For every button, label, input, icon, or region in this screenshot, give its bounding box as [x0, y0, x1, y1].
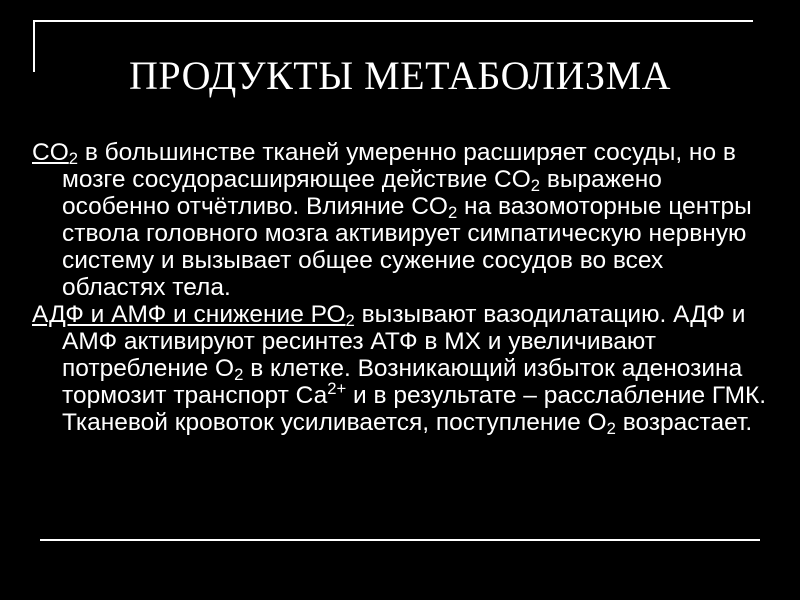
adp-amp-term: АДФ и АМФ и снижение $РО_2$ — [32, 301, 355, 331]
co2-term: $CO_2$ — [32, 139, 79, 169]
slide-title: ПРОДУКТЫ МЕТАБОЛИЗМА — [128, 53, 672, 98]
top-divider-line — [33, 20, 753, 22]
bottom-divider-line — [40, 539, 760, 541]
paragraph-adp-amp: АДФ и АМФ и снижение $РО_2$ вызывают вазодилатацию. АДФ и АМФ активируют ресинтез АТФ в МХ и увеличивают потребление $О_2$ в клетке. Возникающий избыток аденозина тормозит транспорт $Са^{2+}$ и в результате – расслабление ГМК. Тканевой кровоток усиливается, поступление $О_2$ возрастает. — [32, 301, 767, 439]
slide-body — [32, 139, 772, 439]
paragraph-co2: $CO_2$ в большинстве тканей умеренно расширяет сосуды, но в мозге сосудорасширяющее действие $CO_2$ выражено особенно отчётливо. Влияние $CO_2$ на вазомоторные центры ствола головного мозга активирует симпатическую нервную систему и вызывает общее сужение сосудов во всех областях тела. — [32, 139, 752, 301]
